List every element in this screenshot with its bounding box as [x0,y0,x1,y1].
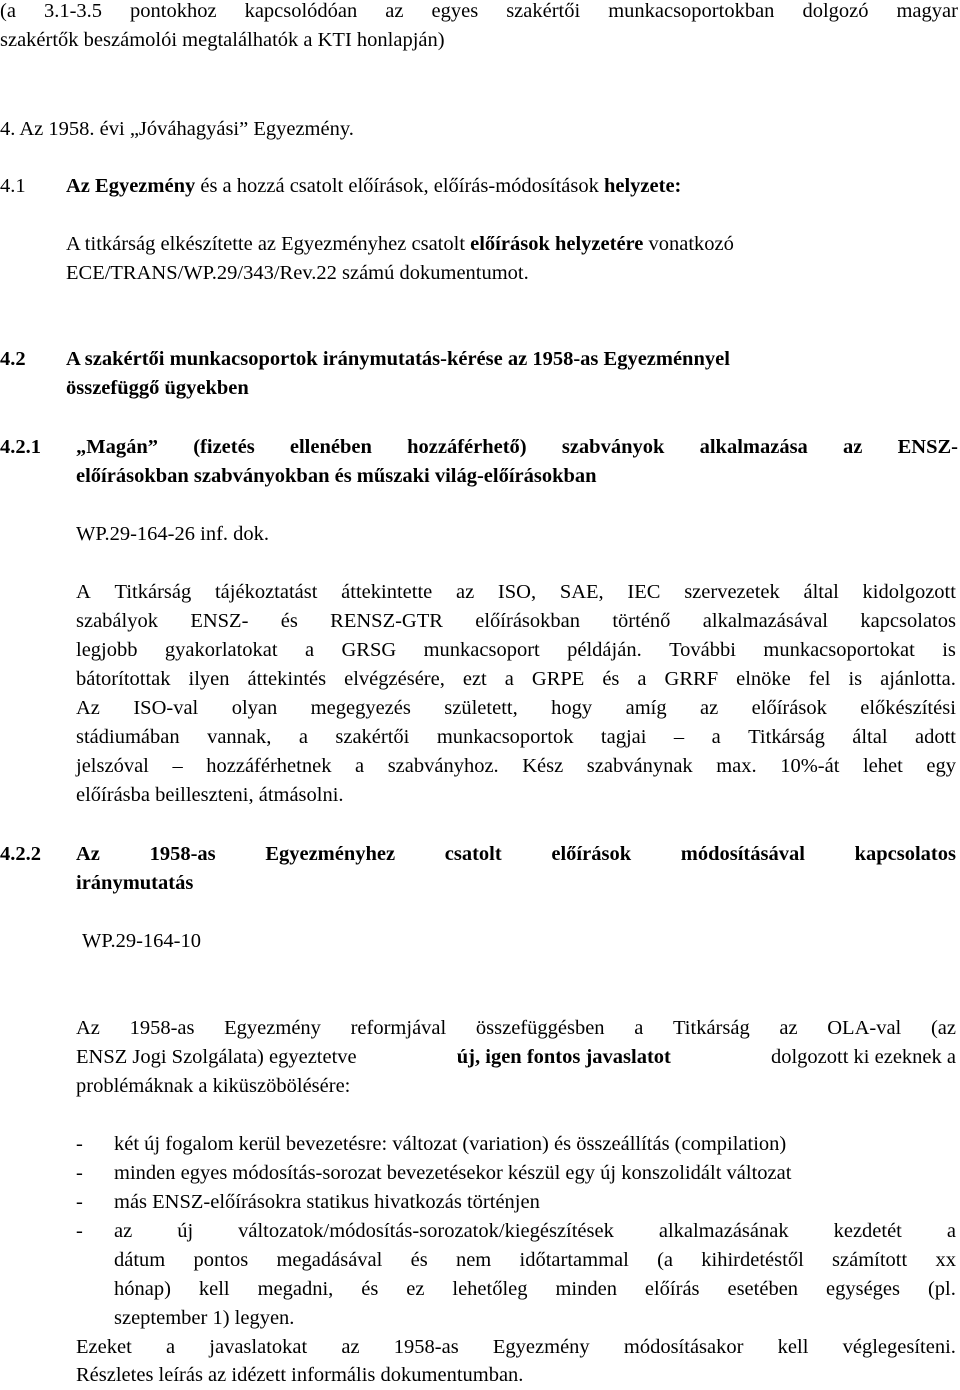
word: ENSZ- [190,610,249,632]
word: vannak, [207,726,272,748]
word: és [280,610,298,632]
section-4-2-2-heading-line-1 [76,840,956,869]
word: változatok/módosítás-sorozatok/kiegészítések [238,1220,614,1242]
heading-bold-part: helyzete: [603,175,682,197]
word: 1958-as [129,1017,195,1039]
closing-line-2: Részletes leírás az idézett informális dokumentumban. [76,1364,524,1386]
word: hozzáférhető) [407,436,527,458]
section-4-2-1-heading-line-2: előírásokban szabványokban és műszaki világ-előírásokban [76,465,597,487]
word: munkacsoportok [436,726,574,748]
word: Egyezmény [492,1336,590,1358]
word: az [843,436,863,458]
word: munkacsoportokban [608,0,775,22]
word: munkacsoport [423,639,540,661]
word: előkészítési [860,697,956,719]
word: új [177,1220,194,1242]
word: Ezeket [76,1336,132,1358]
word: Az [76,1017,100,1039]
section-4-2-1-para-line-1 [76,578,956,607]
section-4-2-1-heading-line-1 [76,433,958,462]
section-4-2-2-para-line-3: problémáknak a kiküszöbölésére: [76,1075,351,1097]
para-text-part: A titkárság elkészítette az Egyezményhez csatolt [66,233,471,255]
word: tájékoztatást [214,581,318,603]
word: előírás [644,1278,700,1300]
word: „Magán” [76,436,158,458]
word: javaslatokat [209,1336,308,1358]
word: alkalmazásával [702,610,828,632]
word: ez [406,1278,425,1300]
bullet-item-1: két új fogalom kerül bevezetésre: változat (variation) és összeállítás (compilation) [114,1133,787,1155]
word: amíg [625,697,667,719]
word: és [410,1249,428,1271]
word: az [341,1336,360,1358]
word: – [673,726,685,748]
section-4-1-number: 4.1 [0,175,26,197]
section-4-2-1-number: 4.2.1 [0,436,41,458]
heading-bold-part: Az Egyezmény [66,175,196,197]
word: bátorítottak [76,668,171,690]
word: ISO, [497,581,537,603]
word: az [385,0,404,22]
section-4-2-heading-line-1: A szakértői munkacsoportok iránymutatás-kérése az 1958-as Egyezménnyel [66,348,730,370]
word: szabványnak [586,755,693,777]
word: (a [657,1249,674,1271]
word: a [634,1017,644,1039]
word: véglegesíteni. [842,1336,956,1358]
word: is [848,668,863,690]
word: A [76,581,91,603]
word: dátum [114,1249,166,1271]
word: ajánlotta. [880,668,956,690]
word: a [504,668,514,690]
section-4-2-1-para-line-5 [76,694,956,723]
word: megadásával [276,1249,383,1271]
word: áttekintette [341,581,433,603]
section-4-2-2-doc-ref: WP.29-164-10 [82,930,202,952]
word: dolgozó [802,0,869,22]
word: kell [777,1336,809,1358]
word: ilyen [188,668,230,690]
word: ezt [462,668,487,690]
word: szabványhoz. [387,755,499,777]
section-4-2-number: 4.2 [0,348,26,370]
word: példáján. [567,639,642,661]
word: alkalmazása [699,436,808,458]
bullet-item-4-line-4: szeptember 1) legyen. [114,1307,295,1329]
word: kezdetét [833,1220,902,1242]
section-4-2-1-para-line-4 [76,665,956,694]
word: az [455,581,475,603]
word: stádiumában [76,726,180,748]
word: az [700,697,719,719]
word: időtartammal [519,1249,629,1271]
word: módosításakor [623,1336,744,1358]
word: Kész [522,755,564,777]
word: kidolgozott [862,581,956,603]
word: tagjai [600,726,647,748]
word: xx [935,1249,956,1271]
word: is [942,639,956,661]
word: (fizetés [193,436,255,458]
word: előírások [551,843,632,865]
word: lehet [862,755,903,777]
word: elvégzésére, [344,668,445,690]
intro-line-2: szakértők beszámolói megtalálhatók a KTI honlapján) [0,29,445,51]
para-bold-part: előírások helyzetére [470,233,644,255]
word: Titkárság [114,581,192,603]
word: ENSZ- [897,436,958,458]
word: nem [455,1249,492,1271]
word: áttekintés [247,668,327,690]
section-4-2-1-para-line-6 [76,723,956,752]
word: módosításával [680,843,805,865]
word: Titkárság [748,726,825,748]
word: jelszóval [76,755,149,777]
section-4-1-paragraph-line-1 [66,230,734,259]
word: egy [926,755,956,777]
section-4-2-2-number: 4.2.2 [0,843,41,865]
word: 1958-as [149,843,216,865]
word: esetében [727,1278,799,1300]
bullet-item-4-line-2 [114,1246,956,1275]
word: a [711,726,721,748]
bullet-dash: - [76,1220,83,1242]
word: hogy [551,697,593,719]
word: Az [76,843,100,865]
bullet-dash: - [76,1191,83,1213]
word: kapcsolatos [854,843,956,865]
para-text-part: ENSZ Jogi Szolgálata) egyeztetve [76,1046,362,1068]
word: szervezetek [684,581,780,603]
bullet-item-4-line-3 [114,1275,956,1304]
bullet-item-2: minden egyes módosítás-sorozat bevezetésekor készül egy új konszolidált változat [114,1162,792,1184]
word: adott [915,726,956,748]
section-4-2-2-heading-line-2: iránymutatás [76,872,194,894]
word: szabályok [76,610,158,632]
word: RENSZ-GTR [330,610,443,632]
word: csatolt [444,843,502,865]
word: pontokhoz [130,0,217,22]
word: 10%-át [780,755,840,777]
word: az [114,1220,133,1242]
word: megadni, [257,1278,334,1300]
closing-line-1 [76,1333,956,1362]
word: 1958-as [393,1336,459,1358]
word: kapcsolatos [860,610,956,632]
word: a [355,755,365,777]
word: lehetőleg [452,1278,528,1300]
word: és [602,668,620,690]
word: ellenében [289,436,372,458]
section-4-2-1-para-line-2 [76,607,956,636]
word: által [852,726,888,748]
bullet-item-4-line-1 [114,1217,956,1246]
heading-text-part: és a hozzá csatolt előírások, előírás-módosítások [195,175,604,197]
word: munkacsoportokat [763,639,915,661]
word: szabványok [561,436,665,458]
word: a [305,639,315,661]
word: a [637,668,647,690]
word: született, [444,697,518,719]
word: pontos [193,1249,249,1271]
section-4-2-1-para-line-7 [76,752,956,781]
word: ISO-val [133,697,199,719]
section-4-2-2-para-line-2 [76,1043,956,1072]
word: magyar [896,0,958,22]
word: fel [808,668,831,690]
para-bold-part: új, igen fontos javaslatot [456,1046,671,1068]
word: További [669,639,736,661]
word: kell [198,1278,230,1300]
word: által [803,581,839,603]
section-4-2-1-doc-ref: WP.29-164-26 inf. dok. [76,523,270,545]
word: történő [612,610,671,632]
para-text-part: dolgozott ki ezeknek a [765,1046,956,1068]
word: reformjával [350,1017,447,1039]
word: előírások [751,697,827,719]
word: Titkárság [673,1017,750,1039]
word: GRPE [531,668,585,690]
word: és [361,1278,379,1300]
word: OLA-val [827,1017,902,1039]
section-4-2-heading-line-2: összefüggő ügyekben [66,377,249,399]
word: kihirdetéstől [701,1249,804,1271]
bullet-item-3: más ENSZ-előírásokra statikus hivatkozás történjen [114,1191,540,1213]
word: Az [76,697,100,719]
word: elnöke [736,668,791,690]
word: hónap) [114,1278,171,1300]
word: (pl. [927,1278,956,1300]
word: (a [0,0,16,22]
word: hozzáférhetnek [206,755,332,777]
word: minden [555,1278,617,1300]
section-4-1-heading [66,172,681,201]
intro-line-1 [0,0,958,26]
word: a [165,1336,176,1358]
word: GRSG [341,639,397,661]
word: gyakorlatokat [164,639,278,661]
word: az [779,1017,798,1039]
bullet-dash: - [76,1162,83,1184]
word: előírásokban [475,610,581,632]
word: legjobb [76,639,138,661]
word: GRRF [664,668,719,690]
section-4-2-2-para-line-1 [76,1014,956,1043]
word: számított [832,1249,908,1271]
word: Egyezményhez [265,843,396,865]
word: összefüggésben [475,1017,605,1039]
section-4-heading: 4. Az 1958. évi „Jóváhagyási” Egyezmény. [0,118,354,140]
para-text-part: vonatkozó [643,233,734,255]
word: olyan [231,697,278,719]
word: 3.1-3.5 [43,0,103,22]
word: a [298,726,308,748]
section-4-2-1-para-line-3 [76,636,956,665]
word: SAE, [559,581,604,603]
word: (az [930,1017,956,1039]
word: a [946,1220,956,1242]
section-4-1-paragraph-line-2: ECE/TRANS/WP.29/343/Rev.22 számú dokumentumot. [66,262,529,284]
word: max. [716,755,757,777]
word: megegyezés [310,697,411,719]
word: Egyezmény [224,1017,321,1039]
word: egységes [826,1278,901,1300]
word: kapcsolódóan [244,0,358,22]
word: alkalmazásának [658,1220,789,1242]
word: szakértői [506,0,581,22]
word: egyes [431,0,479,22]
word: szakértői [335,726,410,748]
word: IEC [627,581,661,603]
bullet-dash: - [76,1133,83,1155]
word: – [172,755,183,777]
section-4-2-1-para-line-8: előírásba beilleszteni, átmásolni. [76,784,344,806]
